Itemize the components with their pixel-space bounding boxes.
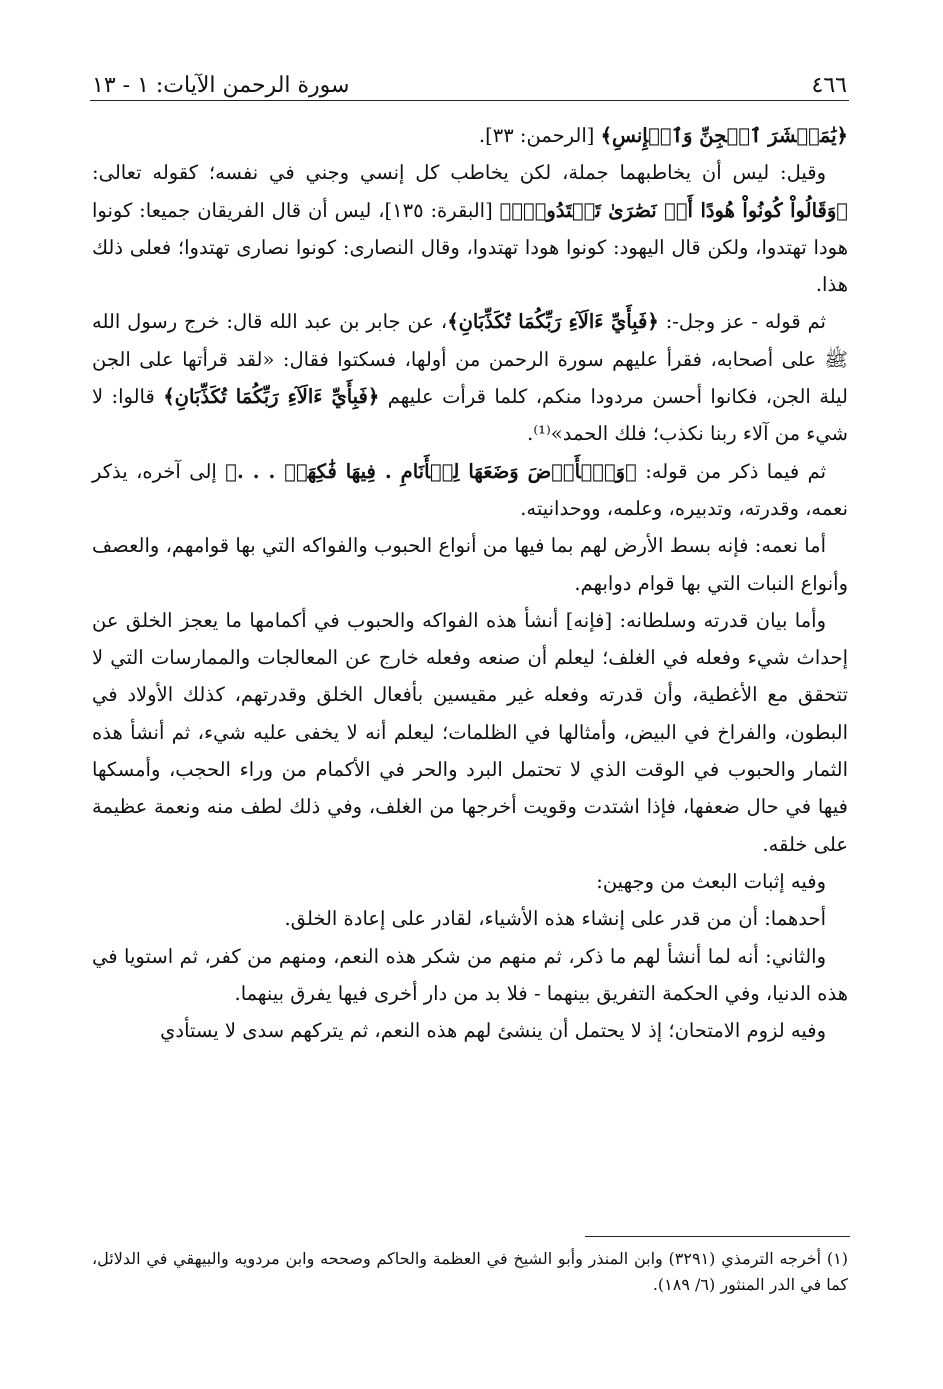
paragraph (92, 1012, 848, 1049)
footnote-divider (585, 1236, 850, 1237)
footnotes (92, 1246, 848, 1298)
paragraph (92, 154, 848, 303)
quran-verse: ﴿وَٱلۡأَرۡضَ وَضَعَهَا لِلۡأَنَامِ . فِيهَا فَٰكِهَةٞ . . .﴾ (225, 459, 637, 483)
paragraph (92, 602, 848, 863)
paragraph (92, 527, 848, 602)
paragraph (92, 938, 848, 1013)
paragraph (92, 453, 848, 528)
page-header (92, 62, 847, 98)
text-segment: وفيه لزوم الامتحان؛ إذ لا يحتمل أن ينشئ لهم هذه النعم، ثم يتركهم سدى لا يستأدي (160, 1019, 826, 1043)
paragraph (92, 900, 848, 937)
text-segment: وقيل: ليس أن يخاطبهما جملة، لكن يخاطب كل إنسي وجني في نفسه؛ كقوله تعالى: (92, 161, 826, 185)
text-segment: ثم قوله - عز وجل-: (658, 310, 826, 334)
footnote-item: (١) أخرجه الترمذي (٣٢٩١) وابن المنذر وأبو الشيخ في العظمة والحاكم وصححه وابن مردويه والبيهقي في الدلائل، كما في الدر المنثور (٦/ ١٨٩). (92, 1249, 848, 1294)
body-text (92, 117, 848, 1049)
quran-verse: ﴿فَبِأَيِّ ءَالَآءِ رَبِّكُمَا تُكَذِّبَانِ﴾ (447, 310, 659, 334)
quran-verse: ﴿يَٰمَعۡشَرَ ٱلۡجِنِّ وَٱلۡإِنسِ﴾ (600, 124, 848, 147)
text-segment: وأما بيان قدرته وسلطانه: [فإنه] أنشأ هذه الفواكه والحبوب في أكمامها ما يعجز الخلق عن إحداث شيء وفعله في الغلف؛ ليعلم أن صنعه وفعله خارج عن المعالجات والممارسات التي لا تتحقق مع الأغطية، وأن قدرته وفعله غير مقيسين بأفعال الخلق وقدرتهم، كذلك الأولاد في البطون، والفراخ في البيض، وأمثالها في الظلمات؛ ليعلم أنه لا يخفى عليه شيء، ثم أنشأ هذه الثمار والحبوب في الوقت الذي لا تحتمل البرد والحر في الأكمام من وراء الحجب، وأمسكها فيها في حال ضعفها، فإذا اشتدت وقويت أخرجها من الغلف، وفي ذلك لطف منه ونعمة عظيمة على خلقه. (92, 608, 848, 856)
paragraph (92, 303, 848, 452)
text-segment: [البقرة: ١٣٥]، ليس أن قال الفريقان جميعا: كونوا هودا تهتدوا، ولكن قال اليهود: كونوا هودا تهتدوا، وقال النصارى: كونوا نصارى تهتدوا؛ فعلى ذلك هذا. (92, 198, 848, 297)
header-divider (90, 100, 849, 101)
text-segment: [الرحمن: ٣٣]. (478, 124, 601, 147)
text-segment: ثم فيما ذكر من قوله: (636, 459, 826, 483)
text-segment: والثاني: أنه لما أنشأ لهم ما ذكر، ثم منهم من شكر هذه النعم، ومنهم من كفر، ثم استويا في هذه الدنيا، وفي الحكمة التفريق بينهما - فلا بد من دار أخرى فيها يفرق بينهما. (92, 944, 848, 1005)
text-segment: أما نعمه: فإنه بسط الأرض لهم بما فيها من أنواع الحبوب والفواكه التي بها قوامهم، والعصف وأنواع النبات التي بها قوام دوابهم. (92, 534, 848, 595)
quran-verse: ﴿فَبِأَيِّ ءَالَآءِ رَبِّكُمَا تُكَذِّبَانِ﴾ (163, 385, 380, 409)
running-title: سورة الرحمن الآيات: ١ - ١٣ (92, 73, 350, 98)
page-number: ٤٦٦ (811, 73, 847, 98)
text-segment: وفيه إثبات البعث من وجهين: (596, 869, 826, 893)
quran-verse: ﴿وَقَالُواْ كُونُواْ هُودًا أَوۡ نَصَٰرَىٰ تَهۡتَدُواْۗ﴾ (499, 198, 848, 222)
paragraph (92, 117, 848, 154)
text-segment: قالوا: لا شيء من آلاء ربنا نكذب؛ فلك الحمد»⁽¹⁾. (92, 385, 848, 446)
text-segment: أحدهما: أن من قدر على إنشاء هذه الأشياء، لقادر على إعادة الخلق. (284, 907, 826, 931)
paragraph (92, 863, 848, 900)
text-segment: ، عن جابر بن عبد الله قال: خرج رسول الله ﷺ على أصحابه، فقرأ عليهم سورة الرحمن من أولها، فسكتوا فقال: «لقد قرأتها على الجن ليلة الجن، فكانوا أحسن مردودا منكم، كلما قرأت عليهم (92, 310, 848, 409)
text-segment: إلى آخره، يذكر نعمه، وقدرته، وتدبيره، وعلمه، ووحدانيته. (92, 459, 848, 520)
